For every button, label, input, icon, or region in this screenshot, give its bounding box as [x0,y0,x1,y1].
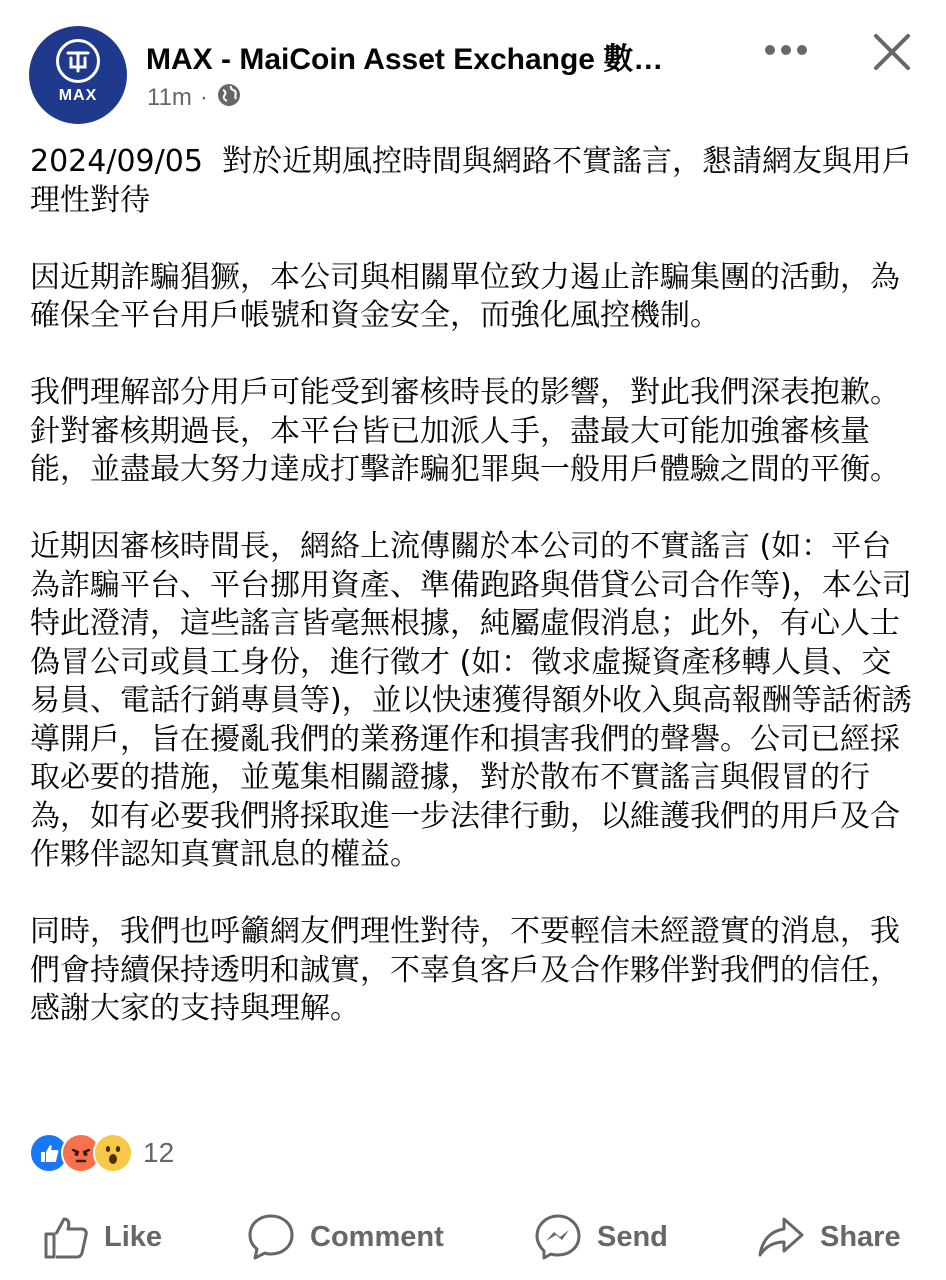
thumbs-up-icon [42,1213,90,1261]
like-label: Like [104,1220,163,1253]
reaction-summary[interactable] [29,1132,174,1174]
post-paragraph: 因近期詐騙猖獗，本公司與相關單位致力遏止詐騙集團的活動，為確保全平台用戶帳號和資金安全，而強化風控機制。 [30,259,900,333]
post-action-bar [0,1204,946,1270]
comment-icon [246,1212,296,1262]
post-paragraph: 我們理解部分用戶可能受到審核時長的影響，對此我們深表抱歉。針對審核期過長，本平台皆已加派人手，盡最大可能加強審核量能，並盡最大努力達成打擊詐騙犯罪與一般用戶體驗之間的平衡。 [30,375,900,487]
messenger-icon [533,1212,583,1262]
share-button[interactable] [756,1204,901,1270]
avatar-label: MAX [58,87,98,104]
max-logo-icon [56,39,100,83]
like-button[interactable] [42,1204,162,1270]
page-name-link[interactable]: MAX - MaiCoin Asset Exchange 數… [146,43,664,76]
post-header [0,0,946,130]
more-icon [764,44,808,56]
wow-reaction-icon [93,1133,133,1173]
post-paragraph: 2024/09/05 對於近期風控時間與網路不實謠言，懇請網友與用戶理性對待 [30,144,912,218]
post-paragraph: 同時，我們也呼籲網友們理性對待，不要輕信未經證實的消息，我們會持續保持透明和誠實，不辜負客戶及合作夥伴對我們的信任，感謝大家的支持與理解。 [30,914,900,1026]
share-icon [756,1213,806,1261]
close-icon [872,32,912,72]
avatar[interactable] [29,26,127,124]
meta-separator: · [199,84,208,111]
reaction-count: 12 [143,1137,175,1168]
comment-button[interactable] [246,1204,444,1270]
comment-label: Comment [310,1220,444,1253]
send-label: Send [597,1220,668,1253]
post-meta [147,84,242,112]
share-label: Share [820,1220,901,1253]
post-paragraph: 近期因審核時間長，網絡上流傳關於本公司的不實謠言 (如：平台為詐騙平台、平台挪用資產、準備跑路與借貸公司合作等)，本公司特此澄清，這些謠言皆毫無根據，純屬虛假消息；此外，有心人士偽冒公司或員工身份，進行徵才 (如：徵求虛擬資產移轉人員、交易員、電話行銷專員等)，並以快速獲得額外收入與高報酬等話術誘導開戶，旨在擾亂我們的業務運作和損害我們的聲譽。公司已經採取必要的措施，並蒐集相關證據，對於散布不實謠言與假冒的行為，如有必要我們將採取進一步法律行動，以維護我們的用戶及合作夥伴認知真實訊息的權益。 [30,529,912,872]
post-time[interactable]: 11m [147,84,192,111]
more-options-button[interactable] [762,30,810,70]
close-button[interactable] [866,26,918,78]
send-button[interactable] [533,1204,668,1270]
globe-icon [216,82,242,115]
post-body [30,143,920,1067]
